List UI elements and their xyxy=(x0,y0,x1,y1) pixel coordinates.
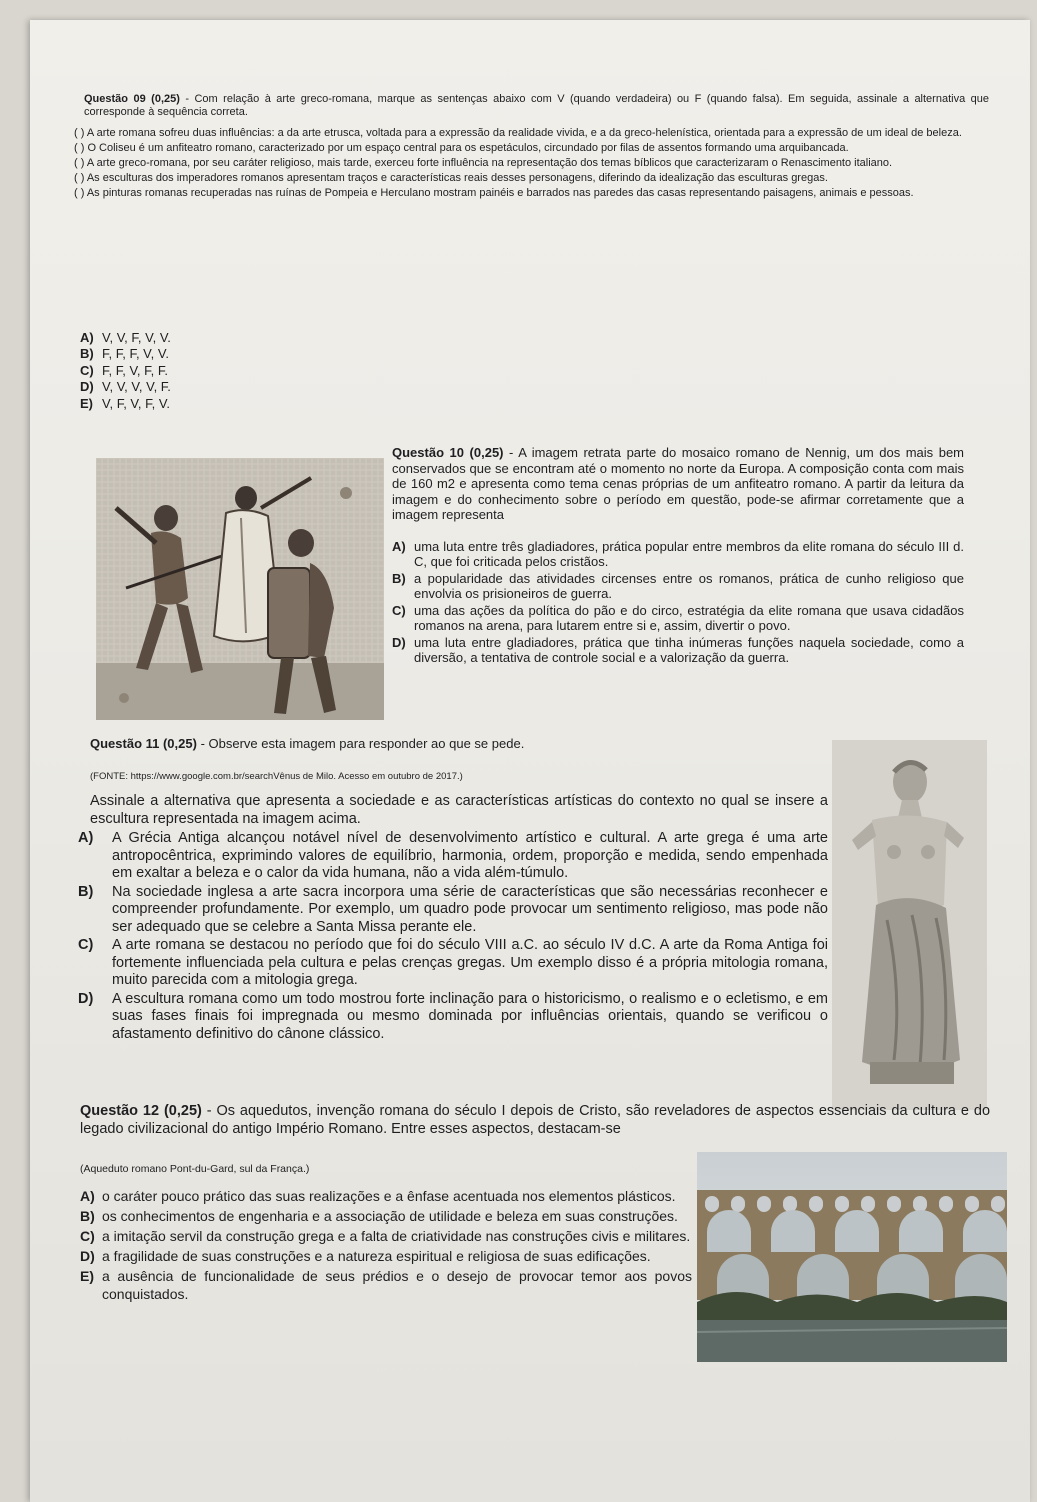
q9-option-b[interactable]: B) F, F, F, V, V. xyxy=(80,346,169,362)
q12-header: Questão 12 (0,25) - Os aquedutos, invenção romana do século I depois de Cristo, são reveladores de aspectos essenciais da cultura e do legado civilizacional do antigo Império Romano. Entre esses aspectos, destacam-se xyxy=(80,1103,991,1137)
venus-de-milo-image xyxy=(832,740,987,1110)
q11-question: Assinale a alternativa que apresenta a sociedade e as características artísticas do contexto no qual se insere a escultura representada na imagem acima. xyxy=(90,793,828,827)
q9-option-e[interactable]: E) V, F, V, F, V. xyxy=(80,395,170,411)
q11-option-b[interactable]: B) Na sociedade inglesa a arte sacra incorpora uma série de características que são necessárias reconhecer e compreender profundamente. Por exemplo, um quadro pode provocar um sentimento religioso, mas pode não ser adequado que se celebre a Santa Missa perante ele. xyxy=(78,883,828,935)
q12-option-d[interactable]: D) a fragilidade de suas construções e a natureza espiritual e religiosa de suas edificações. xyxy=(80,1248,651,1264)
q9-statement: ( ) As pinturas romanas recuperadas nas ruínas de Pompeia e Herculano mostram painéis e barrados nas paredes das casas representando paisagens, animais e pessoas. xyxy=(74,187,914,199)
q9-statement: ( ) O Coliseu é um anfiteatro romano, caracterizado por um espaço central para os espetáculos, circundado por filas de assentos formando uma arquibancada. xyxy=(74,142,849,154)
q12-options xyxy=(80,1187,692,1303)
q10-block xyxy=(392,445,964,666)
q11-source: (FONTE: https://www.google.com.br/searchVênus de Milo. Acesso em outubro de 2017.) xyxy=(90,771,463,782)
q9-statements xyxy=(74,127,994,200)
pont-du-gard-image xyxy=(697,1152,1007,1362)
q9-statement: ( ) A arte greco-romana, por seu caráter religioso, mais tarde, exerceu forte influência na representação dos temas bíblicos que caracterizaram o Renascimento italiano. xyxy=(74,157,893,169)
q9-header: Questão 09 (0,25) - Com relação à arte greco-romana, marque as sentenças abaixo com V (quando verdadeira) ou F (quando falsa). Em seguida, assinale a alternativa que corresponde à sequência correta. xyxy=(84,93,990,118)
q11-header: Questão 11 (0,25) - Observe esta imagem para responder ao que se pede. xyxy=(90,736,525,751)
q11-option-a[interactable]: A) A Grécia Antiga alcançou notável nível de desenvolvimento artístico e cultural. A arte grega é uma arte antropocêntrica, exprimindo valores de equilíbrio, harmonia, ordem, proporção e medida, sendo empenhada em exaltar a beleza e o calor da vida humana, não a vida além-túmulo. xyxy=(78,830,828,881)
gladiator-mosaic-image xyxy=(96,458,384,720)
q12-option-a[interactable]: A) o caráter pouco prático das suas realizações e a ênfase acentuada nos elementos plásticos. xyxy=(80,1188,676,1204)
q9-options xyxy=(80,330,480,412)
q11-option-c[interactable]: C) A arte romana se destacou no período que foi do século VIII a.C. ao século IV d.C. A arte da Roma Antiga foi fortemente influenciada pela cultura e pelas crenças gregas. Um exemplo disso é a própria mitologia romana, muito parecida com a mitologia grega. xyxy=(78,937,828,988)
q10-header: Questão 10 (0,25) - A imagem retrata parte do mosaico romano de Nennig, um dos mais bem conservados que se encontram até o momento no norte da Europa. A composição conta com mais de 160 m2 e apresenta como tema cenas próprias de um anfiteatro romano. A partir da leitura da imagem e do conhecimento sobre o período em questão, pode-se afirmar corretamente que a imagem representa xyxy=(392,445,965,522)
q12-option-e[interactable]: E) a ausência de funcionalidade de seus prédios e o desejo de provocar temor aos povos conquistados. xyxy=(80,1268,692,1302)
q9-statement: ( ) A arte romana sofreu duas influências: a da arte etrusca, voltada para a expressão da realidade vivida, e a da greco-helenística, orientada para a expressão de um ideal de beleza. xyxy=(74,127,962,139)
q12-source: (Aqueduto romano Pont-du-Gard, sul da França.) xyxy=(80,1163,310,1175)
q11-option-d[interactable]: D) A escultura romana como um todo mostrou forte inclinação para o historicismo, o realismo e o ecletismo, e em suas fases finais foi impregnada ou mesmo dominada por influências orientais, quando se verificou o afastamento definitivo do cânone clássico. xyxy=(78,990,828,1042)
q10-option-c[interactable]: C) uma das ações da política do pão e do circo, estratégia da elite romana que usava cidadãos romanos na arena, para lutarem entre si e, assim, divertir o povo. xyxy=(392,602,964,633)
q9-statement: ( ) As esculturas dos imperadores romanos apresentam traços e características reais desses personagens, diferindo da idealização das esculturas gregas. xyxy=(74,172,828,184)
q9-option-c[interactable]: C) F, F, V, F, F. xyxy=(80,362,168,378)
q12-option-b[interactable]: B) os conhecimentos de engenharia e a associação de utilidade e beleza em suas construções. xyxy=(80,1208,678,1224)
q10-option-b[interactable]: B) a popularidade das atividades circenses entre os romanos, prática de cunho religioso que envolvia os prisioneiros de guerra. xyxy=(392,570,964,601)
q12-option-c[interactable]: C) a imitação servil da construção grega e a falta de criatividade nas construções civis e militares. xyxy=(80,1228,691,1244)
q10-option-a[interactable]: A) uma luta entre três gladiadores, prática popular entre membros da elite romana do século III d. C, que foi criticada pelos cristãos. xyxy=(392,538,964,569)
q9-option-a[interactable]: A) V, V, F, V, V. xyxy=(80,330,171,345)
q9-option-d[interactable]: D) V, V, V, V, F. xyxy=(80,379,171,395)
q10-option-d[interactable]: D) uma luta entre gladiadores, prática que tinha inúmeras funções naquela sociedade, como a diversão, a tentativa de controle social e a valorização da guerra. xyxy=(392,634,964,665)
q11-body xyxy=(78,793,828,1043)
